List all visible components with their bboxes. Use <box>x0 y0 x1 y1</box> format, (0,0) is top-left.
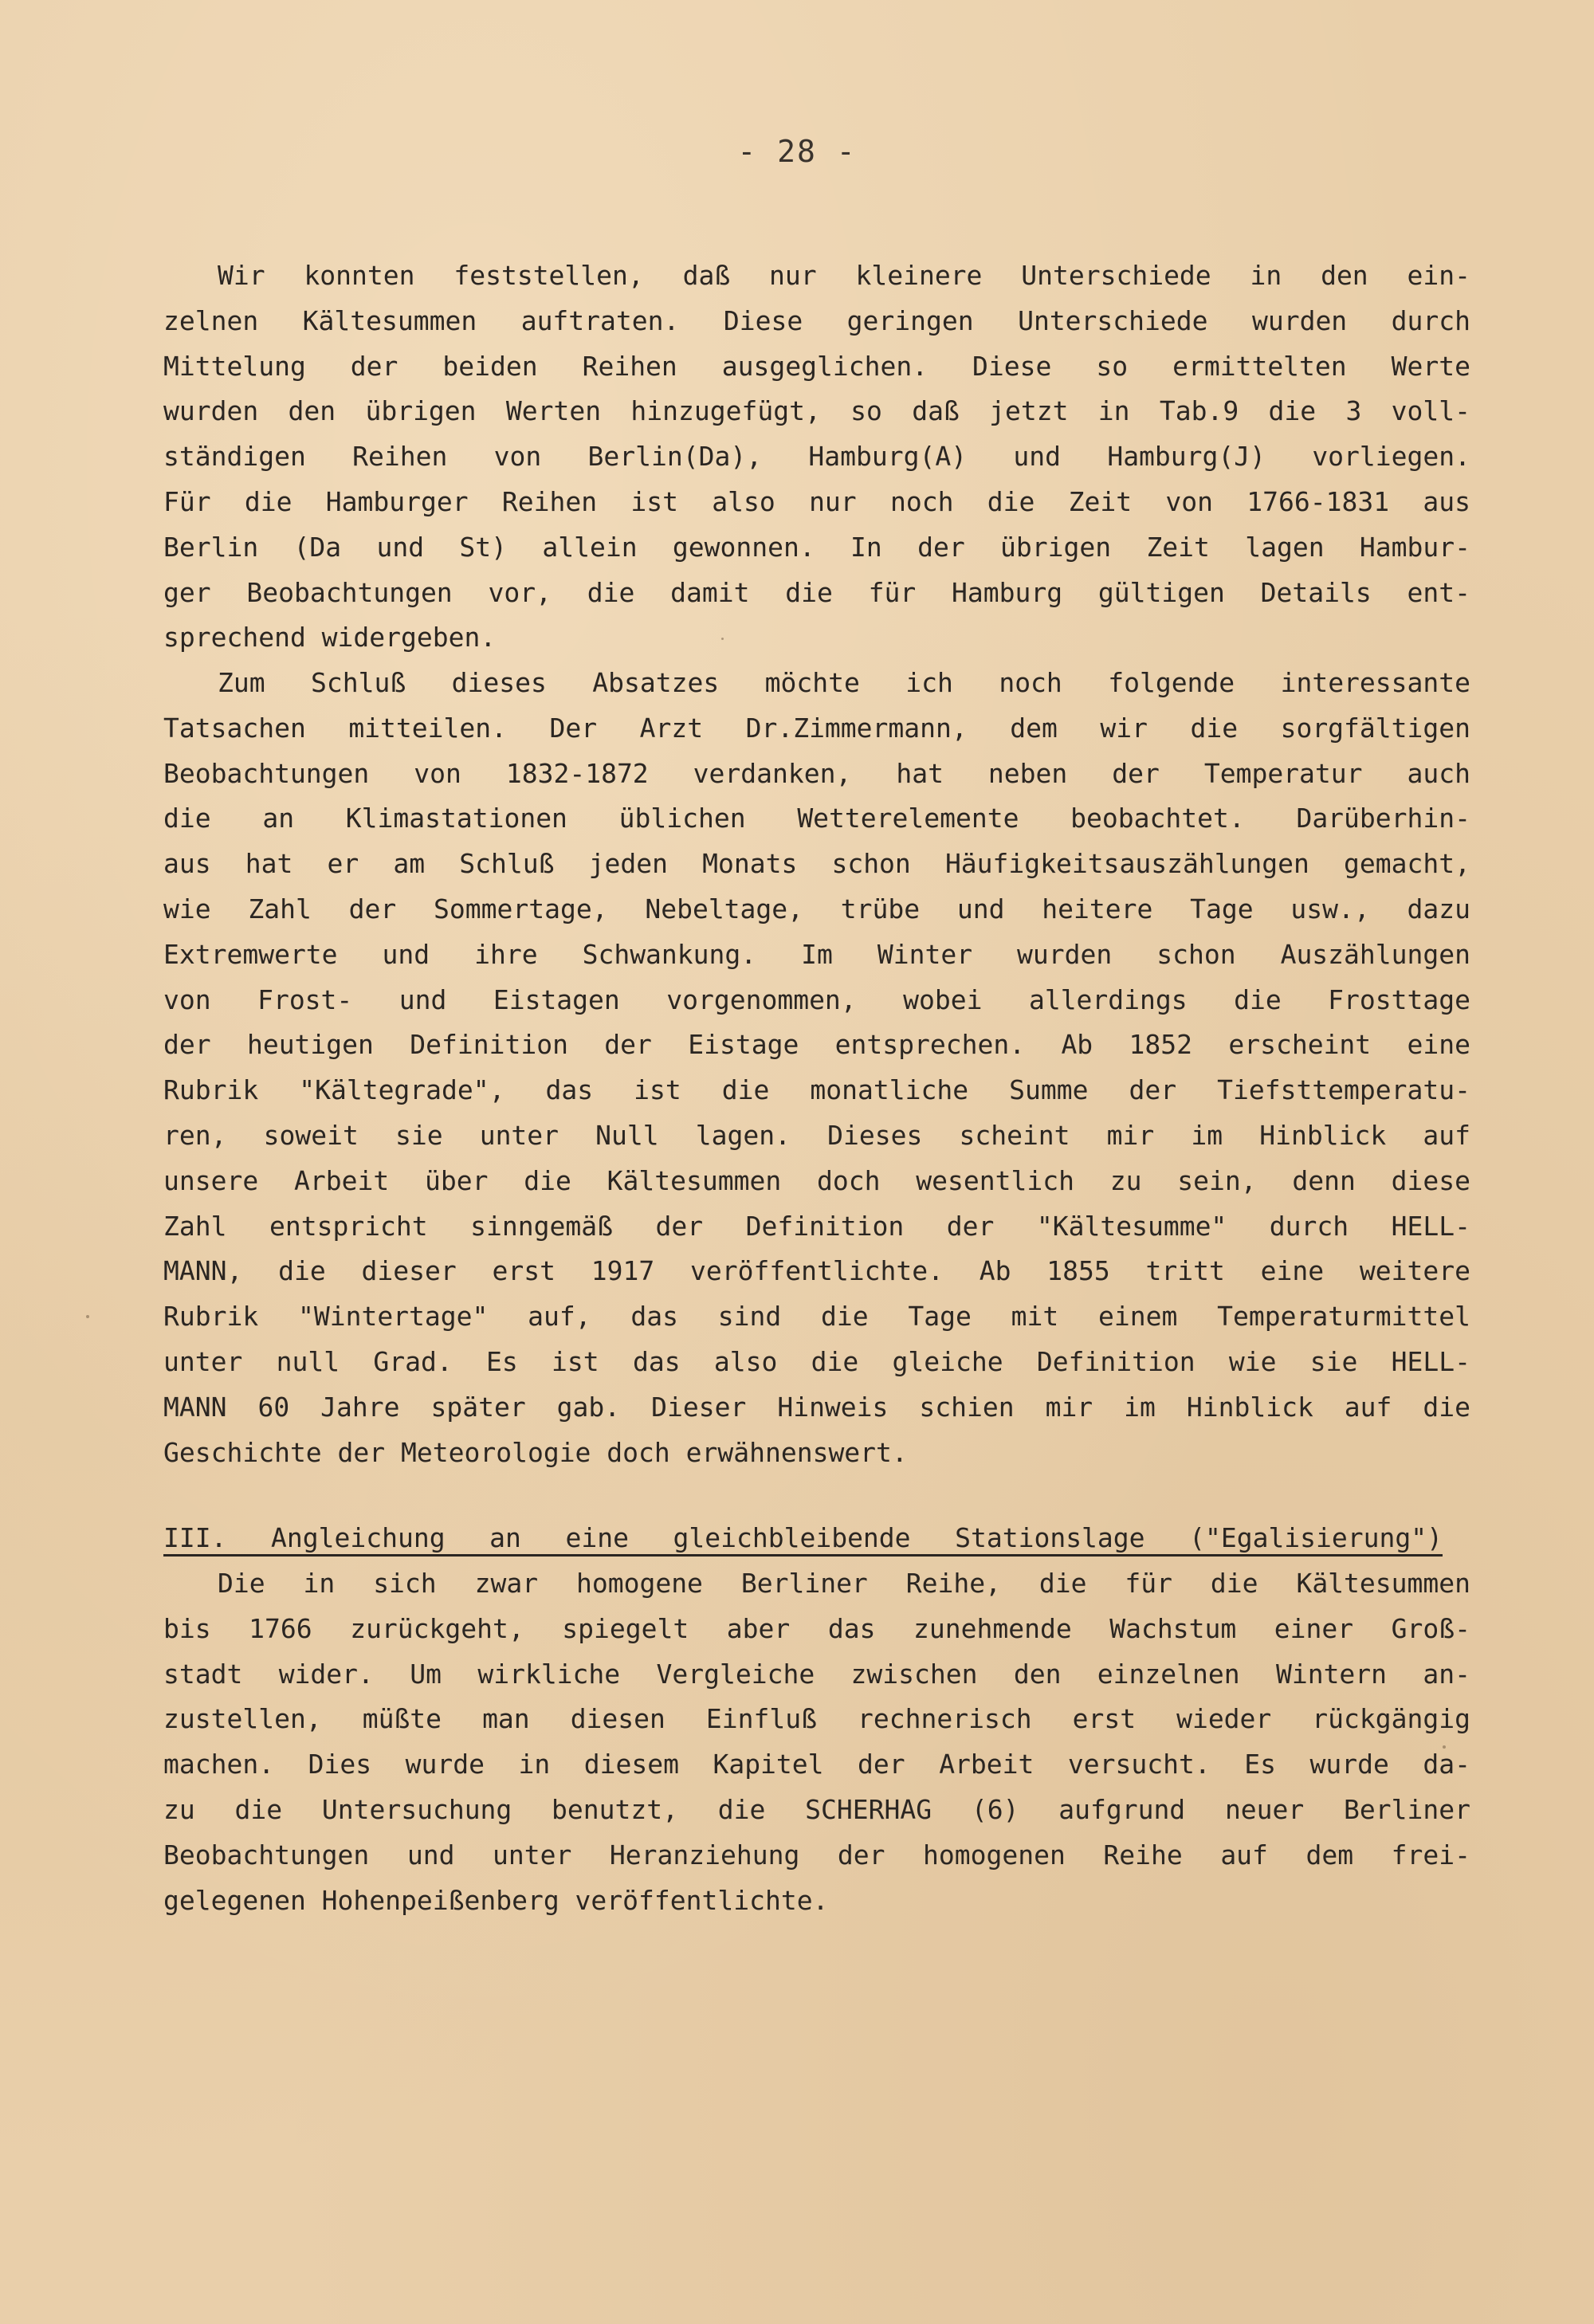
page-number: - 28 - <box>737 134 857 169</box>
text-line: Extremwerte und ihre Schwankung. Im Winter wurden schon Auszählungen <box>163 938 1470 970</box>
text-line: wurden den übrigen Werten hinzugefügt, so daß jetzt in Tab.9 die 3 voll- <box>163 395 1470 427</box>
text-line: der heutigen Definition der Eistage entsprechen. Ab 1852 erscheint eine <box>163 1029 1470 1061</box>
text-line: ständigen Reihen von Berlin(Da), Hamburg(A) und Hamburg(J) vorliegen. <box>163 441 1470 473</box>
paper-speck <box>721 638 724 640</box>
text-line: stadt wider. Um wirkliche Vergleiche zwischen den einzelnen Wintern an- <box>163 1658 1470 1690</box>
text-line: Tatsachen mitteilen. Der Arzt Dr.Zimmermann, dem wir die sorgfältigen <box>163 712 1470 744</box>
text-line: Mittelung der beiden Reihen ausgeglichen. Diese so ermittelten Werte <box>163 350 1470 382</box>
text-line: zu die Untersuchung benutzt, die SCHERHAG (6) aufgrund neuer Berliner <box>163 1793 1470 1825</box>
paragraph-2 <box>163 661 1470 1475</box>
text-line: Zahl entspricht sinngemäß der Definition der "Kältesumme" durch HELL- <box>163 1210 1470 1242</box>
text-line: Beobachtungen und unter Heranziehung der homogenen Reihe auf dem frei- <box>163 1839 1470 1871</box>
text-line: Geschichte der Meteorologie doch erwähnenswert. <box>163 1436 908 1468</box>
text-line: Rubrik "Kältegrade", das ist die monatliche Summe der Tiefsttemperatu- <box>163 1074 1470 1106</box>
paragraph-1 <box>163 253 1470 661</box>
text-line: wie Zahl der Sommertage, Nebeltage, trübe und heitere Tage usw., dazu <box>163 893 1470 924</box>
text-line: aus hat er am Schluß jeden Monats schon Häufigkeitsauszählungen gemacht, <box>163 848 1470 880</box>
paragraph-3 <box>163 1561 1470 1923</box>
text-line: Berlin (Da und St) allein gewonnen. In der übrigen Zeit lagen Hambur- <box>163 531 1470 563</box>
text-line: von Frost- und Eistagen vorgenommen, wobei allerdings die Frosttage <box>163 983 1470 1015</box>
text-line: MANN 60 Jahre später gab. Dieser Hinweis schien mir im Hinblick auf die <box>163 1391 1470 1423</box>
text-line: bis 1766 zurückgeht, spiegelt aber das zunehmende Wachstum einer Groß- <box>163 1612 1470 1644</box>
text-line: zelnen Kältesummen auftraten. Diese geringen Unterschiede wurden durch <box>163 304 1470 336</box>
text-line: MANN, die dieser erst 1917 veröffentlichte. Ab 1855 tritt eine weitere <box>163 1255 1470 1287</box>
text-line: die an Klimastationen üblichen Wetterelemente beobachtet. Darüberhin- <box>163 803 1470 834</box>
paper-speck <box>86 1315 89 1318</box>
paper-speck <box>1443 1745 1446 1749</box>
text-line: Beobachtungen von 1832-1872 verdanken, hat neben der Temperatur auch <box>163 757 1470 789</box>
text-line: Für die Hamburger Reihen ist also nur noch die Zeit von 1766-1831 aus <box>163 485 1470 517</box>
text-line: gelegenen Hohenpeißenberg veröffentlichte. <box>163 1884 829 1916</box>
section-heading: III. Angleichung an eine gleichbleibende Stationslage ("Egalisierung") <box>163 1516 1443 1557</box>
text-line: Wir konnten feststellen, daß nur kleinere Unterschiede in den ein- <box>218 260 1470 291</box>
text-line: machen. Dies wurde in diesem Kapitel der Arbeit versucht. Es wurde da- <box>163 1749 1470 1780</box>
text-line: zustellen, müßte man diesen Einfluß rechnerisch erst wieder rückgängig <box>163 1703 1470 1735</box>
text-line: ren, soweit sie unter Null lagen. Dieses scheint mir im Hinblick auf <box>163 1119 1470 1151</box>
text-line: unter null Grad. Es ist das also die gleiche Definition wie sie HELL- <box>163 1345 1470 1377</box>
text-line: Rubrik "Wintertage" auf, das sind die Tage mit einem Temperaturmittel <box>163 1301 1470 1333</box>
text-line: Zum Schluß dieses Absatzes möchte ich noch folgende interessante <box>218 667 1470 698</box>
text-line: ger Beobachtungen vor, die damit die für Hamburg gültigen Details ent- <box>163 576 1470 608</box>
text-line: Die in sich zwar homogene Berliner Reihe, die für die Kältesummen <box>218 1568 1470 1599</box>
text-line: unsere Arbeit über die Kältesummen doch wesentlich zu sein, denn diese <box>163 1164 1470 1196</box>
text-line: sprechend widergeben. <box>163 622 497 654</box>
